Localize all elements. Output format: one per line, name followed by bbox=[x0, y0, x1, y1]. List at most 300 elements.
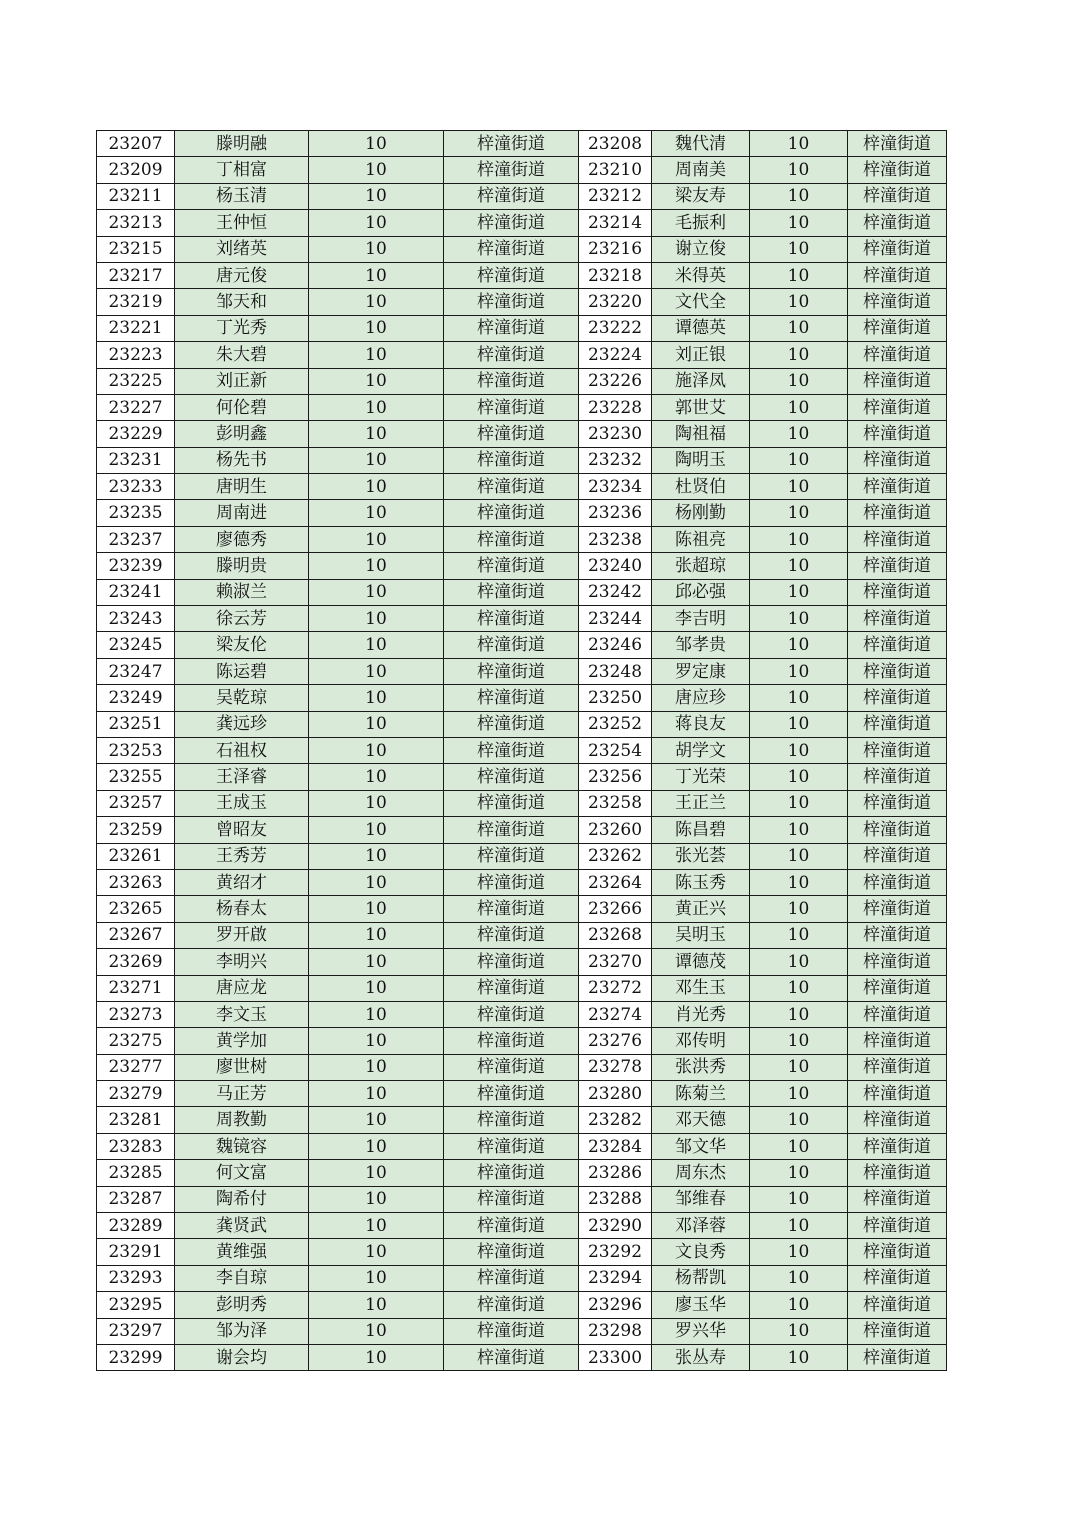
right-name-cell: 邓传明 bbox=[652, 1028, 750, 1054]
right-street-cell: 梓潼街道 bbox=[848, 421, 947, 447]
left-name-cell: 龚贤武 bbox=[175, 1213, 309, 1239]
right-street-cell: 梓潼街道 bbox=[848, 157, 947, 183]
right-id-cell: 23232 bbox=[579, 447, 652, 473]
left-count-cell: 10 bbox=[309, 764, 444, 790]
table-row bbox=[97, 474, 947, 500]
right-street-cell: 梓潼街道 bbox=[848, 579, 947, 605]
right-id-cell: 23290 bbox=[579, 1213, 652, 1239]
left-name-cell: 陈运碧 bbox=[175, 658, 309, 684]
left-count-cell: 10 bbox=[309, 1054, 444, 1080]
right-name-cell: 文代全 bbox=[652, 289, 750, 315]
left-name-cell: 曾昭友 bbox=[175, 817, 309, 843]
right-street-cell: 梓潼街道 bbox=[848, 658, 947, 684]
right-count-cell: 10 bbox=[750, 843, 848, 869]
left-count-cell: 10 bbox=[309, 474, 444, 500]
left-name-cell: 彭明鑫 bbox=[175, 421, 309, 447]
left-count-cell: 10 bbox=[309, 262, 444, 288]
left-count-cell: 10 bbox=[309, 1344, 444, 1370]
right-street-cell: 梓潼街道 bbox=[848, 1344, 947, 1370]
right-name-cell: 陈昌碧 bbox=[652, 817, 750, 843]
left-street-cell: 梓潼街道 bbox=[444, 526, 579, 552]
left-id-cell: 23249 bbox=[97, 685, 175, 711]
right-id-cell: 23296 bbox=[579, 1292, 652, 1318]
right-count-cell: 10 bbox=[750, 1213, 848, 1239]
left-name-cell: 丁相富 bbox=[175, 157, 309, 183]
left-id-cell: 23281 bbox=[97, 1107, 175, 1133]
left-id-cell: 23233 bbox=[97, 474, 175, 500]
table-row bbox=[97, 157, 947, 183]
right-name-cell: 张超琼 bbox=[652, 553, 750, 579]
left-id-cell: 23241 bbox=[97, 579, 175, 605]
right-id-cell: 23250 bbox=[579, 685, 652, 711]
right-name-cell: 王正兰 bbox=[652, 790, 750, 816]
right-street-cell: 梓潼街道 bbox=[848, 447, 947, 473]
right-street-cell: 梓潼街道 bbox=[848, 368, 947, 394]
right-name-cell: 陶祖福 bbox=[652, 421, 750, 447]
table-row bbox=[97, 632, 947, 658]
right-count-cell: 10 bbox=[750, 1186, 848, 1212]
left-id-cell: 23261 bbox=[97, 843, 175, 869]
table-row bbox=[97, 1265, 947, 1291]
table-row bbox=[97, 1213, 947, 1239]
left-name-cell: 黄学加 bbox=[175, 1028, 309, 1054]
table-row bbox=[97, 447, 947, 473]
right-count-cell: 10 bbox=[750, 315, 848, 341]
left-count-cell: 10 bbox=[309, 342, 444, 368]
table-row bbox=[97, 1318, 947, 1344]
left-name-cell: 朱大碧 bbox=[175, 342, 309, 368]
right-street-cell: 梓潼街道 bbox=[848, 975, 947, 1001]
right-count-cell: 10 bbox=[750, 500, 848, 526]
right-name-cell: 张光荟 bbox=[652, 843, 750, 869]
right-street-cell: 梓潼街道 bbox=[848, 236, 947, 262]
left-street-cell: 梓潼街道 bbox=[444, 500, 579, 526]
right-street-cell: 梓潼街道 bbox=[848, 342, 947, 368]
right-name-cell: 毛振利 bbox=[652, 210, 750, 236]
right-name-cell: 周东杰 bbox=[652, 1160, 750, 1186]
left-id-cell: 23247 bbox=[97, 658, 175, 684]
left-count-cell: 10 bbox=[309, 922, 444, 948]
right-count-cell: 10 bbox=[750, 183, 848, 209]
right-name-cell: 邹文华 bbox=[652, 1133, 750, 1159]
left-count-cell: 10 bbox=[309, 157, 444, 183]
table-row bbox=[97, 526, 947, 552]
left-name-cell: 黄维强 bbox=[175, 1239, 309, 1265]
table-row bbox=[97, 790, 947, 816]
left-street-cell: 梓潼街道 bbox=[444, 262, 579, 288]
right-name-cell: 张洪秀 bbox=[652, 1054, 750, 1080]
left-name-cell: 邹天和 bbox=[175, 289, 309, 315]
left-id-cell: 23223 bbox=[97, 342, 175, 368]
left-name-cell: 王秀芳 bbox=[175, 843, 309, 869]
right-count-cell: 10 bbox=[750, 658, 848, 684]
right-name-cell: 邓天德 bbox=[652, 1107, 750, 1133]
right-name-cell: 黄正兴 bbox=[652, 896, 750, 922]
left-count-cell: 10 bbox=[309, 1213, 444, 1239]
right-count-cell: 10 bbox=[750, 1344, 848, 1370]
left-count-cell: 10 bbox=[309, 1292, 444, 1318]
table-row bbox=[97, 1054, 947, 1080]
left-count-cell: 10 bbox=[309, 1133, 444, 1159]
table-row bbox=[97, 869, 947, 895]
left-count-cell: 10 bbox=[309, 131, 444, 157]
left-street-cell: 梓潼街道 bbox=[444, 1292, 579, 1318]
left-name-cell: 谢会均 bbox=[175, 1344, 309, 1370]
table-row bbox=[97, 342, 947, 368]
right-id-cell: 23252 bbox=[579, 711, 652, 737]
right-street-cell: 梓潼街道 bbox=[848, 817, 947, 843]
right-street-cell: 梓潼街道 bbox=[848, 500, 947, 526]
left-id-cell: 23257 bbox=[97, 790, 175, 816]
left-count-cell: 10 bbox=[309, 553, 444, 579]
right-count-cell: 10 bbox=[750, 1292, 848, 1318]
right-count-cell: 10 bbox=[750, 1160, 848, 1186]
left-id-cell: 23229 bbox=[97, 421, 175, 447]
right-name-cell: 张丛寿 bbox=[652, 1344, 750, 1370]
left-name-cell: 滕明贵 bbox=[175, 553, 309, 579]
left-count-cell: 10 bbox=[309, 1239, 444, 1265]
right-street-cell: 梓潼街道 bbox=[848, 606, 947, 632]
right-id-cell: 23220 bbox=[579, 289, 652, 315]
right-id-cell: 23222 bbox=[579, 315, 652, 341]
table-row bbox=[97, 553, 947, 579]
right-id-cell: 23214 bbox=[579, 210, 652, 236]
left-count-cell: 10 bbox=[309, 1186, 444, 1212]
left-count-cell: 10 bbox=[309, 869, 444, 895]
left-street-cell: 梓潼街道 bbox=[444, 474, 579, 500]
right-street-cell: 梓潼街道 bbox=[848, 790, 947, 816]
right-name-cell: 杨帮凯 bbox=[652, 1265, 750, 1291]
left-count-cell: 10 bbox=[309, 949, 444, 975]
right-count-cell: 10 bbox=[750, 368, 848, 394]
left-street-cell: 梓潼街道 bbox=[444, 896, 579, 922]
right-id-cell: 23226 bbox=[579, 368, 652, 394]
right-count-cell: 10 bbox=[750, 896, 848, 922]
left-id-cell: 23267 bbox=[97, 922, 175, 948]
left-name-cell: 李文玉 bbox=[175, 1001, 309, 1027]
right-street-cell: 梓潼街道 bbox=[848, 1054, 947, 1080]
left-id-cell: 23253 bbox=[97, 737, 175, 763]
right-id-cell: 23246 bbox=[579, 632, 652, 658]
right-count-cell: 10 bbox=[750, 447, 848, 473]
left-id-cell: 23213 bbox=[97, 210, 175, 236]
right-street-cell: 梓潼街道 bbox=[848, 1239, 947, 1265]
left-street-cell: 梓潼街道 bbox=[444, 1107, 579, 1133]
right-count-cell: 10 bbox=[750, 157, 848, 183]
right-count-cell: 10 bbox=[750, 1054, 848, 1080]
left-id-cell: 23227 bbox=[97, 394, 175, 420]
right-id-cell: 23212 bbox=[579, 183, 652, 209]
left-count-cell: 10 bbox=[309, 289, 444, 315]
right-id-cell: 23224 bbox=[579, 342, 652, 368]
right-name-cell: 吴明玉 bbox=[652, 922, 750, 948]
right-id-cell: 23264 bbox=[579, 869, 652, 895]
right-id-cell: 23236 bbox=[579, 500, 652, 526]
table-row bbox=[97, 975, 947, 1001]
right-id-cell: 23270 bbox=[579, 949, 652, 975]
left-count-cell: 10 bbox=[309, 447, 444, 473]
left-street-cell: 梓潼街道 bbox=[444, 711, 579, 737]
right-count-cell: 10 bbox=[750, 1318, 848, 1344]
left-street-cell: 梓潼街道 bbox=[444, 685, 579, 711]
right-name-cell: 蒋良友 bbox=[652, 711, 750, 737]
left-id-cell: 23289 bbox=[97, 1213, 175, 1239]
right-name-cell: 丁光荣 bbox=[652, 764, 750, 790]
left-name-cell: 马正芳 bbox=[175, 1081, 309, 1107]
right-id-cell: 23216 bbox=[579, 236, 652, 262]
table-row bbox=[97, 210, 947, 236]
left-name-cell: 何文富 bbox=[175, 1160, 309, 1186]
right-street-cell: 梓潼街道 bbox=[848, 685, 947, 711]
right-count-cell: 10 bbox=[750, 262, 848, 288]
right-id-cell: 23294 bbox=[579, 1265, 652, 1291]
right-count-cell: 10 bbox=[750, 790, 848, 816]
left-count-cell: 10 bbox=[309, 975, 444, 1001]
left-name-cell: 滕明融 bbox=[175, 131, 309, 157]
right-id-cell: 23242 bbox=[579, 579, 652, 605]
left-count-cell: 10 bbox=[309, 817, 444, 843]
left-count-cell: 10 bbox=[309, 500, 444, 526]
roster-table bbox=[96, 130, 947, 1371]
right-count-cell: 10 bbox=[750, 606, 848, 632]
left-id-cell: 23297 bbox=[97, 1318, 175, 1344]
table-row bbox=[97, 896, 947, 922]
table-row bbox=[97, 1133, 947, 1159]
left-name-cell: 唐应龙 bbox=[175, 975, 309, 1001]
right-id-cell: 23248 bbox=[579, 658, 652, 684]
right-street-cell: 梓潼街道 bbox=[848, 1292, 947, 1318]
table-row bbox=[97, 1160, 947, 1186]
right-id-cell: 23292 bbox=[579, 1239, 652, 1265]
left-id-cell: 23245 bbox=[97, 632, 175, 658]
left-id-cell: 23277 bbox=[97, 1054, 175, 1080]
right-id-cell: 23256 bbox=[579, 764, 652, 790]
left-name-cell: 唐元俊 bbox=[175, 262, 309, 288]
left-count-cell: 10 bbox=[309, 896, 444, 922]
left-id-cell: 23215 bbox=[97, 236, 175, 262]
right-count-cell: 10 bbox=[750, 1133, 848, 1159]
right-id-cell: 23272 bbox=[579, 975, 652, 1001]
left-name-cell: 廖德秀 bbox=[175, 526, 309, 552]
left-name-cell: 龚远珍 bbox=[175, 711, 309, 737]
right-count-cell: 10 bbox=[750, 210, 848, 236]
right-name-cell: 文良秀 bbox=[652, 1239, 750, 1265]
right-name-cell: 罗定康 bbox=[652, 658, 750, 684]
left-street-cell: 梓潼街道 bbox=[444, 790, 579, 816]
table-row bbox=[97, 764, 947, 790]
left-count-cell: 10 bbox=[309, 1001, 444, 1027]
left-name-cell: 周南进 bbox=[175, 500, 309, 526]
right-name-cell: 邓泽蓉 bbox=[652, 1213, 750, 1239]
left-name-cell: 王泽睿 bbox=[175, 764, 309, 790]
left-id-cell: 23271 bbox=[97, 975, 175, 1001]
right-street-cell: 梓潼街道 bbox=[848, 1133, 947, 1159]
table-row bbox=[97, 1292, 947, 1318]
table-row bbox=[97, 949, 947, 975]
left-id-cell: 23239 bbox=[97, 553, 175, 579]
right-street-cell: 梓潼街道 bbox=[848, 474, 947, 500]
right-id-cell: 23284 bbox=[579, 1133, 652, 1159]
left-name-cell: 王仲恒 bbox=[175, 210, 309, 236]
left-id-cell: 23211 bbox=[97, 183, 175, 209]
left-name-cell: 魏镜容 bbox=[175, 1133, 309, 1159]
left-street-cell: 梓潼街道 bbox=[444, 737, 579, 763]
right-count-cell: 10 bbox=[750, 553, 848, 579]
right-name-cell: 廖玉华 bbox=[652, 1292, 750, 1318]
left-street-cell: 梓潼街道 bbox=[444, 157, 579, 183]
table-row bbox=[97, 183, 947, 209]
left-id-cell: 23299 bbox=[97, 1344, 175, 1370]
left-name-cell: 周教勤 bbox=[175, 1107, 309, 1133]
right-street-cell: 梓潼街道 bbox=[848, 1318, 947, 1344]
left-id-cell: 23231 bbox=[97, 447, 175, 473]
right-street-cell: 梓潼街道 bbox=[848, 131, 947, 157]
right-street-cell: 梓潼街道 bbox=[848, 553, 947, 579]
left-street-cell: 梓潼街道 bbox=[444, 183, 579, 209]
left-name-cell: 赖淑兰 bbox=[175, 579, 309, 605]
table-row bbox=[97, 236, 947, 262]
right-name-cell: 陈菊兰 bbox=[652, 1081, 750, 1107]
right-name-cell: 米得英 bbox=[652, 262, 750, 288]
right-id-cell: 23240 bbox=[579, 553, 652, 579]
right-street-cell: 梓潼街道 bbox=[848, 210, 947, 236]
left-id-cell: 23235 bbox=[97, 500, 175, 526]
table-row bbox=[97, 1239, 947, 1265]
left-id-cell: 23255 bbox=[97, 764, 175, 790]
left-count-cell: 10 bbox=[309, 315, 444, 341]
left-street-cell: 梓潼街道 bbox=[444, 1239, 579, 1265]
left-name-cell: 梁友伦 bbox=[175, 632, 309, 658]
right-count-cell: 10 bbox=[750, 394, 848, 420]
table-row bbox=[97, 1344, 947, 1370]
right-id-cell: 23278 bbox=[579, 1054, 652, 1080]
right-name-cell: 唐应珍 bbox=[652, 685, 750, 711]
left-street-cell: 梓潼街道 bbox=[444, 606, 579, 632]
left-name-cell: 陶希付 bbox=[175, 1186, 309, 1212]
right-name-cell: 罗兴华 bbox=[652, 1318, 750, 1344]
table-row bbox=[97, 1081, 947, 1107]
right-count-cell: 10 bbox=[750, 1001, 848, 1027]
right-street-cell: 梓潼街道 bbox=[848, 869, 947, 895]
left-count-cell: 10 bbox=[309, 421, 444, 447]
left-id-cell: 23263 bbox=[97, 869, 175, 895]
left-id-cell: 23287 bbox=[97, 1186, 175, 1212]
left-street-cell: 梓潼街道 bbox=[444, 1028, 579, 1054]
left-name-cell: 彭明秀 bbox=[175, 1292, 309, 1318]
table-row bbox=[97, 685, 947, 711]
left-street-cell: 梓潼街道 bbox=[444, 843, 579, 869]
left-id-cell: 23209 bbox=[97, 157, 175, 183]
right-count-cell: 10 bbox=[750, 975, 848, 1001]
right-street-cell: 梓潼街道 bbox=[848, 737, 947, 763]
right-street-cell: 梓潼街道 bbox=[848, 949, 947, 975]
right-name-cell: 周南美 bbox=[652, 157, 750, 183]
left-count-cell: 10 bbox=[309, 711, 444, 737]
right-street-cell: 梓潼街道 bbox=[848, 1265, 947, 1291]
right-id-cell: 23208 bbox=[579, 131, 652, 157]
table-row bbox=[97, 1186, 947, 1212]
table-row bbox=[97, 922, 947, 948]
left-count-cell: 10 bbox=[309, 210, 444, 236]
left-name-cell: 丁光秀 bbox=[175, 315, 309, 341]
left-id-cell: 23291 bbox=[97, 1239, 175, 1265]
right-id-cell: 23258 bbox=[579, 790, 652, 816]
left-id-cell: 23265 bbox=[97, 896, 175, 922]
table-row bbox=[97, 1001, 947, 1027]
table-row bbox=[97, 606, 947, 632]
right-id-cell: 23288 bbox=[579, 1186, 652, 1212]
table-row bbox=[97, 1028, 947, 1054]
left-street-cell: 梓潼街道 bbox=[444, 1344, 579, 1370]
right-name-cell: 陈祖亮 bbox=[652, 526, 750, 552]
left-street-cell: 梓潼街道 bbox=[444, 1001, 579, 1027]
right-street-cell: 梓潼街道 bbox=[848, 1213, 947, 1239]
left-id-cell: 23285 bbox=[97, 1160, 175, 1186]
right-count-cell: 10 bbox=[750, 1265, 848, 1291]
right-name-cell: 梁友寿 bbox=[652, 183, 750, 209]
left-id-cell: 23283 bbox=[97, 1133, 175, 1159]
left-count-cell: 10 bbox=[309, 685, 444, 711]
left-name-cell: 王成玉 bbox=[175, 790, 309, 816]
left-name-cell: 何伦碧 bbox=[175, 394, 309, 420]
right-id-cell: 23286 bbox=[579, 1160, 652, 1186]
right-street-cell: 梓潼街道 bbox=[848, 1107, 947, 1133]
right-id-cell: 23230 bbox=[579, 421, 652, 447]
table-row bbox=[97, 817, 947, 843]
right-count-cell: 10 bbox=[750, 131, 848, 157]
right-name-cell: 邹孝贵 bbox=[652, 632, 750, 658]
left-id-cell: 23251 bbox=[97, 711, 175, 737]
left-id-cell: 23219 bbox=[97, 289, 175, 315]
right-count-cell: 10 bbox=[750, 869, 848, 895]
left-count-cell: 10 bbox=[309, 790, 444, 816]
left-id-cell: 23273 bbox=[97, 1001, 175, 1027]
left-street-cell: 梓潼街道 bbox=[444, 658, 579, 684]
left-street-cell: 梓潼街道 bbox=[444, 236, 579, 262]
left-count-cell: 10 bbox=[309, 394, 444, 420]
left-street-cell: 梓潼街道 bbox=[444, 289, 579, 315]
right-id-cell: 23228 bbox=[579, 394, 652, 420]
table-row bbox=[97, 315, 947, 341]
left-id-cell: 23269 bbox=[97, 949, 175, 975]
left-name-cell: 徐云芳 bbox=[175, 606, 309, 632]
left-id-cell: 23275 bbox=[97, 1028, 175, 1054]
left-street-cell: 梓潼街道 bbox=[444, 210, 579, 236]
left-id-cell: 23225 bbox=[97, 368, 175, 394]
left-id-cell: 23279 bbox=[97, 1081, 175, 1107]
right-name-cell: 邱必强 bbox=[652, 579, 750, 605]
left-street-cell: 梓潼街道 bbox=[444, 1054, 579, 1080]
left-street-cell: 梓潼街道 bbox=[444, 421, 579, 447]
right-count-cell: 10 bbox=[750, 949, 848, 975]
left-name-cell: 杨玉清 bbox=[175, 183, 309, 209]
table-row bbox=[97, 579, 947, 605]
table-row bbox=[97, 711, 947, 737]
right-name-cell: 李吉明 bbox=[652, 606, 750, 632]
left-count-cell: 10 bbox=[309, 843, 444, 869]
right-street-cell: 梓潼街道 bbox=[848, 526, 947, 552]
right-count-cell: 10 bbox=[750, 474, 848, 500]
right-name-cell: 杜贤伯 bbox=[652, 474, 750, 500]
right-count-cell: 10 bbox=[750, 711, 848, 737]
right-name-cell: 胡学文 bbox=[652, 737, 750, 763]
right-id-cell: 23276 bbox=[579, 1028, 652, 1054]
right-street-cell: 梓潼街道 bbox=[848, 1028, 947, 1054]
left-street-cell: 梓潼街道 bbox=[444, 368, 579, 394]
right-name-cell: 邹维春 bbox=[652, 1186, 750, 1212]
left-street-cell: 梓潼街道 bbox=[444, 1160, 579, 1186]
left-name-cell: 唐明生 bbox=[175, 474, 309, 500]
